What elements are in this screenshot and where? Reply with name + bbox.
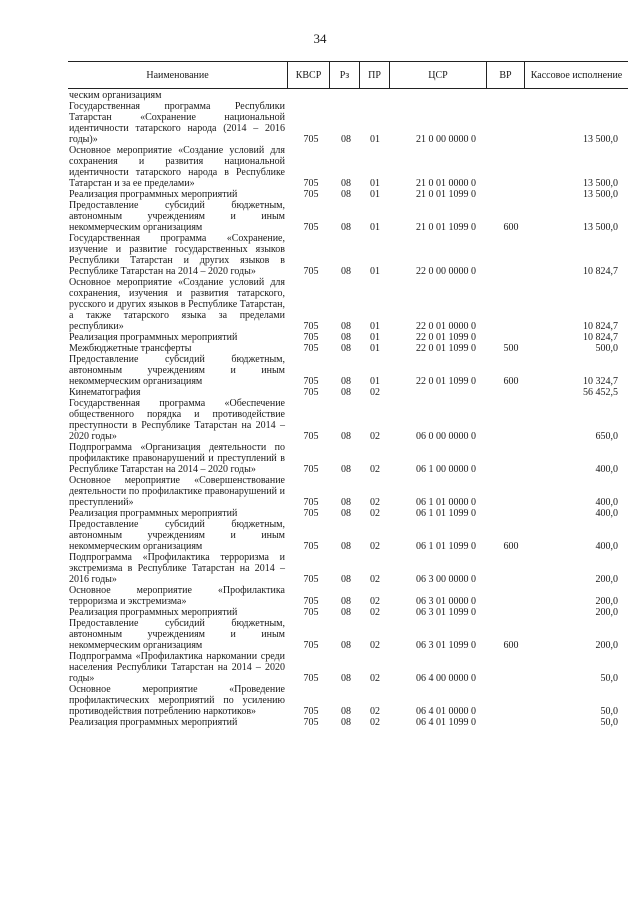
cell-kvsr: 705: [303, 321, 319, 332]
column-header-name: Наименование: [146, 69, 209, 81]
table-row: [0, 145, 640, 189]
table-row: [0, 233, 640, 277]
cell-rz: 08: [341, 607, 351, 618]
cell-rz: 08: [341, 321, 351, 332]
cell-csr: 21 0 01 1099 0: [416, 189, 476, 200]
row-name: Предоставление субсидий бюджетным, автономным учреждениям и иным некоммерческим организациям: [69, 200, 285, 233]
row-name: Основное мероприятие «Проведение профилактических мероприятий по усилению противодействия потреблению наркотиков»: [69, 684, 285, 717]
cell-csr: 21 0 00 0000 0: [416, 134, 476, 145]
cell-sum: 10 824,7: [583, 266, 618, 277]
column-header-vr: ВР: [499, 69, 512, 81]
cell-kvsr: 705: [303, 189, 319, 200]
table-body: [0, 90, 640, 728]
cell-kvsr: 705: [303, 134, 319, 145]
cell-kvsr: 705: [303, 640, 319, 651]
cell-vr: 600: [503, 541, 519, 552]
cell-kvsr: 705: [303, 464, 319, 475]
cell-vr: 600: [503, 376, 519, 387]
cell-sum: 13 500,0: [583, 222, 618, 233]
cell-vr: 600: [503, 222, 519, 233]
cell-rz: 08: [341, 189, 351, 200]
cell-csr: 21 0 01 1099 0: [416, 222, 476, 233]
cell-csr: 06 3 01 0000 0: [416, 596, 476, 607]
cell-pr: 01: [370, 343, 380, 354]
table-row: [0, 508, 640, 519]
cell-sum: 10 824,7: [583, 321, 618, 332]
table-row: [0, 343, 640, 354]
cell-csr: 06 3 01 1099 0: [416, 607, 476, 618]
row-name: Государственная программа «Обеспечение общественного порядка и противодействие преступности в Республике Татарстан на 2014 – 2020 годы»: [69, 398, 285, 442]
cell-sum: 10 324,7: [583, 376, 618, 387]
table-row: [0, 189, 640, 200]
row-name: Подпрограмма «Профилактика терроризма и экстремизма в Республике Татарстан на 2014 – 2016 годы»: [69, 552, 285, 585]
cell-rz: 08: [341, 387, 351, 398]
row-name: Кинематография: [69, 387, 141, 398]
row-name: Предоставление субсидий бюджетным, автономным учреждениям и иным некоммерческим организациям: [69, 618, 285, 651]
cell-kvsr: 705: [303, 343, 319, 354]
column-header-kvsr: КВСР: [295, 69, 322, 81]
cell-pr: 01: [370, 266, 380, 277]
cell-csr: 06 4 00 0000 0: [416, 673, 476, 684]
table-row: [0, 585, 640, 607]
cell-csr: 06 3 01 1099 0: [416, 640, 476, 651]
cell-sum: 200,0: [595, 596, 618, 607]
column-header-rz: Рз: [339, 69, 350, 81]
cell-csr: 22 0 01 1099 0: [416, 332, 476, 343]
table-row: [0, 398, 640, 442]
cell-pr: 01: [370, 134, 380, 145]
cell-csr: 21 0 01 0000 0: [416, 178, 476, 189]
cell-pr: 02: [370, 607, 380, 618]
cell-csr: 06 1 01 0000 0: [416, 497, 476, 508]
table-row: [0, 200, 640, 233]
cell-sum: 400,0: [595, 464, 618, 475]
cell-rz: 08: [341, 376, 351, 387]
cell-kvsr: 705: [303, 717, 319, 728]
cell-csr: 22 0 01 1099 0: [416, 343, 476, 354]
table-row: [0, 277, 640, 332]
cell-kvsr: 705: [303, 508, 319, 519]
cell-csr: 22 0 00 0000 0: [416, 266, 476, 277]
cell-rz: 08: [341, 332, 351, 343]
cell-pr: 02: [370, 717, 380, 728]
cell-sum: 400,0: [595, 541, 618, 552]
cell-csr: 06 1 01 1099 0: [416, 508, 476, 519]
cell-pr: 01: [370, 332, 380, 343]
row-name: Основное мероприятие «Создание условий для сохранения и развития национальной идентичности татарского народа в Республике Татарстан и за ее пределами»: [69, 145, 285, 189]
cell-rz: 08: [341, 222, 351, 233]
page-number: 34: [313, 31, 327, 46]
cell-kvsr: 705: [303, 541, 319, 552]
cell-pr: 02: [370, 596, 380, 607]
row-name: Межбюджетные трансферты: [69, 343, 192, 354]
cell-csr: 06 4 01 0000 0: [416, 706, 476, 717]
cell-sum: 13 500,0: [583, 178, 618, 189]
cell-csr: 06 4 01 1099 0: [416, 717, 476, 728]
row-name: Государственная программа «Сохранение, изучение и развитие государственных языков Республики Татарстан и других языков в Республике Татарстан на 2014 – 2020 годы»: [69, 233, 285, 277]
cell-kvsr: 705: [303, 497, 319, 508]
row-name: Реализация программных мероприятий: [69, 717, 238, 728]
table-row: [0, 717, 640, 728]
cell-pr: 02: [370, 508, 380, 519]
row-name: Предоставление субсидий бюджетным, автономным учреждениям и иным некоммерческим организациям: [69, 354, 285, 387]
cell-pr: 02: [370, 464, 380, 475]
row-name: Реализация программных мероприятий: [69, 607, 238, 618]
cell-kvsr: 705: [303, 673, 319, 684]
cell-pr: 02: [370, 431, 380, 442]
column-header-csr: ЦСР: [428, 69, 448, 81]
row-name: Предоставление субсидий бюджетным, автономным учреждениям и иным некоммерческим организациям: [69, 519, 285, 552]
cell-csr: 06 1 01 1099 0: [416, 541, 476, 552]
cell-kvsr: 705: [303, 574, 319, 585]
cell-sum: 13 500,0: [583, 134, 618, 145]
cell-rz: 08: [341, 640, 351, 651]
cell-pr: 02: [370, 640, 380, 651]
table-row: [0, 519, 640, 552]
cell-sum: 200,0: [595, 607, 618, 618]
cell-csr: 06 1 00 0000 0: [416, 464, 476, 475]
cell-vr: 600: [503, 640, 519, 651]
row-name: Основное мероприятие «Совершенствование деятельности по профилактике правонарушений и преступлений»: [69, 475, 285, 508]
cell-pr: 01: [370, 321, 380, 332]
cell-pr: 02: [370, 387, 380, 398]
cell-sum: 200,0: [595, 640, 618, 651]
row-name: Реализация программных мероприятий: [69, 189, 238, 200]
cell-sum: 200,0: [595, 574, 618, 585]
cell-rz: 08: [341, 343, 351, 354]
cell-rz: 08: [341, 574, 351, 585]
cell-csr: 22 0 01 1099 0: [416, 376, 476, 387]
row-name: Подпрограмма «Профилактика наркомании среди населения Республики Татарстан на 2014 – 2020 годы»: [69, 651, 285, 684]
cell-kvsr: 705: [303, 596, 319, 607]
cell-pr: 01: [370, 222, 380, 233]
cell-kvsr: 705: [303, 266, 319, 277]
table-row: [0, 332, 640, 343]
cell-kvsr: 705: [303, 706, 319, 717]
cell-csr: 06 0 00 0000 0: [416, 431, 476, 442]
table-row: [0, 101, 640, 145]
row-name: Реализация программных мероприятий: [69, 332, 238, 343]
cell-rz: 08: [341, 134, 351, 145]
cell-csr: 22 0 01 0000 0: [416, 321, 476, 332]
cell-pr: 02: [370, 574, 380, 585]
row-name: Подпрограмма «Организация деятельности по профилактике правонарушений и преступлений в Республике Татарстан на 2014 – 2020 годы»: [69, 442, 285, 475]
row-name: ческим организациям: [69, 90, 162, 101]
table-row: [0, 651, 640, 684]
cell-kvsr: 705: [303, 332, 319, 343]
column-header-pr: ПР: [368, 69, 381, 81]
cell-rz: 08: [341, 266, 351, 277]
cell-pr: 01: [370, 178, 380, 189]
cell-pr: 02: [370, 541, 380, 552]
cell-rz: 08: [341, 541, 351, 552]
cell-rz: 08: [341, 717, 351, 728]
cell-pr: 02: [370, 497, 380, 508]
cell-csr: 06 3 00 0000 0: [416, 574, 476, 585]
cell-rz: 08: [341, 508, 351, 519]
cell-pr: 01: [370, 189, 380, 200]
cell-rz: 08: [341, 596, 351, 607]
cell-kvsr: 705: [303, 431, 319, 442]
cell-pr: 02: [370, 706, 380, 717]
cell-pr: 01: [370, 376, 380, 387]
table-row: [0, 552, 640, 585]
column-header-sum: Кассовое исполнение: [530, 69, 623, 81]
cell-kvsr: 705: [303, 222, 319, 233]
table-row: [0, 607, 640, 618]
cell-sum: 50,0: [600, 706, 618, 717]
cell-rz: 08: [341, 464, 351, 475]
table-row: [0, 354, 640, 387]
cell-rz: 08: [341, 431, 351, 442]
row-name: Реализация программных мероприятий: [69, 508, 238, 519]
cell-sum: 13 500,0: [583, 189, 618, 200]
table-row: [0, 475, 640, 508]
cell-sum: 400,0: [595, 497, 618, 508]
cell-kvsr: 705: [303, 607, 319, 618]
row-name: Основное мероприятие «Создание условий для сохранения, изучения и развития татарского, русского и других языков в Республике Татарстан, а также татарского языка за пределами республики»: [69, 277, 285, 332]
cell-kvsr: 705: [303, 178, 319, 189]
table-row: [0, 90, 640, 101]
cell-rz: 08: [341, 497, 351, 508]
cell-rz: 08: [341, 706, 351, 717]
cell-sum: 400,0: [595, 508, 618, 519]
table-header: [68, 61, 628, 89]
table-row: [0, 387, 640, 398]
cell-rz: 08: [341, 673, 351, 684]
row-name: Основное мероприятие «Профилактика терроризма и экстремизма»: [69, 585, 285, 607]
cell-kvsr: 705: [303, 387, 319, 398]
cell-sum: 50,0: [600, 717, 618, 728]
cell-sum: 650,0: [595, 431, 618, 442]
cell-sum: 56 452,5: [583, 387, 618, 398]
cell-sum: 500,0: [595, 343, 618, 354]
cell-sum: 10 824,7: [583, 332, 618, 343]
table-row: [0, 684, 640, 717]
table-row: [0, 442, 640, 475]
cell-rz: 08: [341, 178, 351, 189]
cell-pr: 02: [370, 673, 380, 684]
cell-vr: 500: [503, 343, 519, 354]
table-row: [0, 618, 640, 651]
row-name: Государственная программа Республики Татарстан «Сохранение национальной идентичности татарского народа (2014 – 2016 годы)»: [69, 101, 285, 145]
cell-sum: 50,0: [600, 673, 618, 684]
cell-kvsr: 705: [303, 376, 319, 387]
